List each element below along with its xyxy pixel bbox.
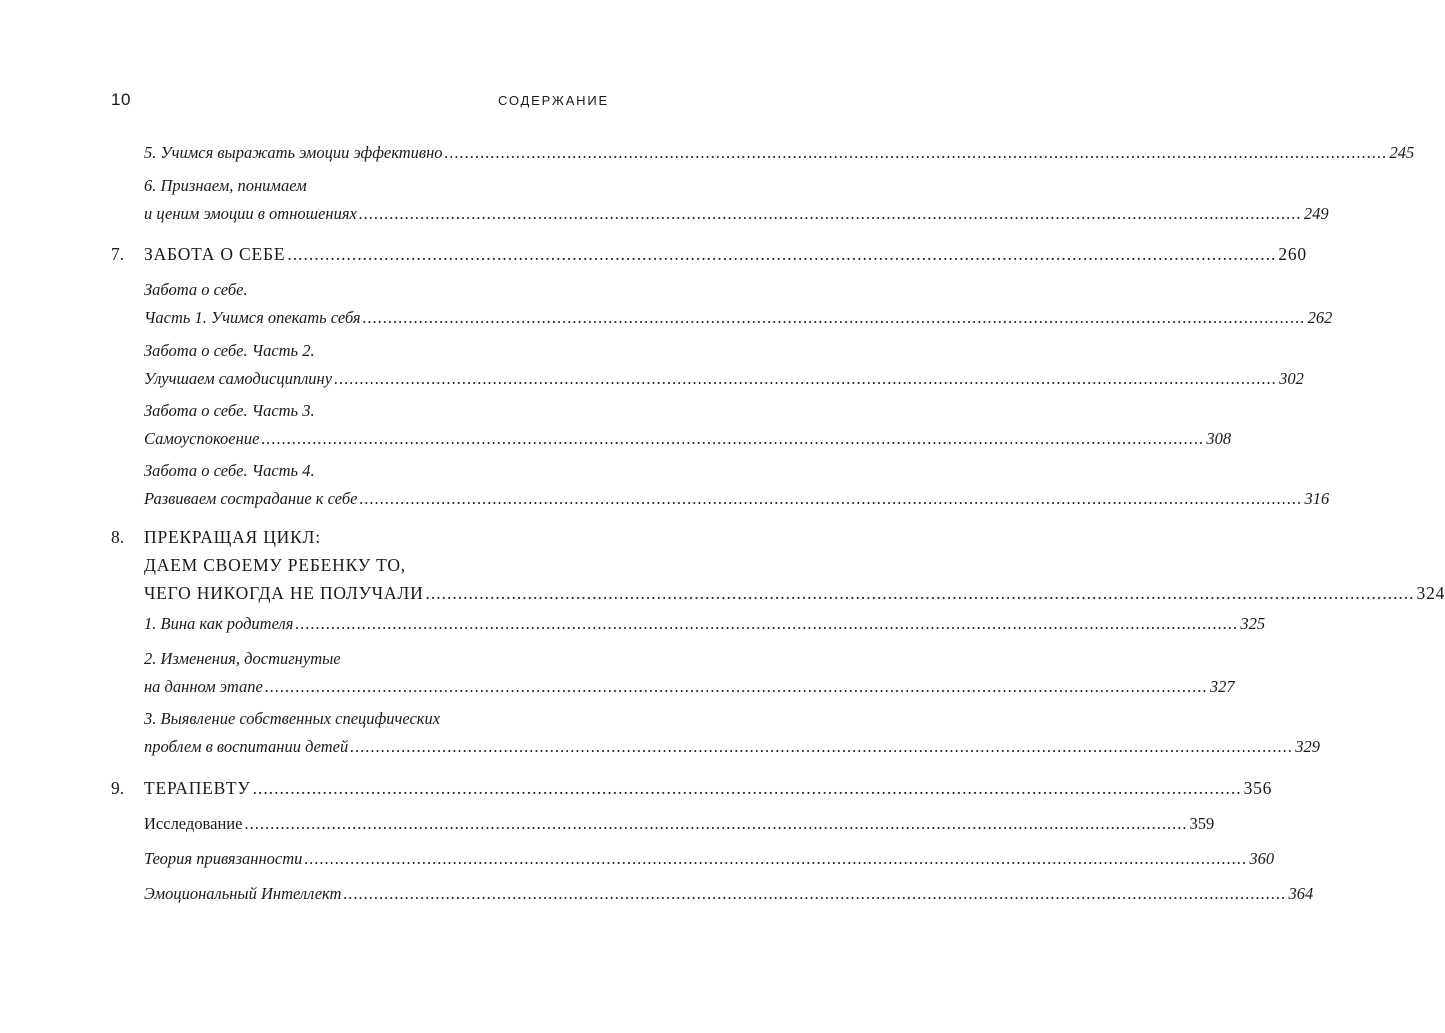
toc-entry[interactable] <box>144 810 1215 838</box>
toc-entry-title: и ценим эмоции в отношениях <box>144 204 357 223</box>
toc-entry-title: Часть 1. Учимся опекать себя <box>144 308 361 327</box>
toc-page-number: 249 <box>1303 204 1329 223</box>
chapter-title: ПРЕКРАЩАЯ ЦИКЛ: <box>144 527 321 547</box>
dot-leader <box>261 425 1204 453</box>
chapter-number: 7. <box>111 244 125 264</box>
toc-entry-title: 2. Изменения, достигнутые <box>144 649 341 668</box>
toc-chapter[interactable] <box>144 774 1273 802</box>
toc-entry-title: 6. Признаем, понимаем <box>144 176 307 195</box>
toc-entry[interactable] <box>144 705 1320 761</box>
toc-entry-title: проблем в воспитании детей <box>144 737 349 756</box>
chapter-title: ТЕРАПЕВТУ <box>144 778 251 798</box>
toc-page-number: 327 <box>1209 677 1235 696</box>
dot-leader <box>265 673 1208 701</box>
toc-page-number: 364 <box>1288 884 1314 903</box>
toc-entry[interactable] <box>144 645 1235 701</box>
toc-entry-title: 1. Вина как родителя <box>144 614 294 633</box>
toc-page-number: 360 <box>1249 849 1275 868</box>
toc-entry-title: на данном этапе <box>144 677 263 696</box>
toc-page-number: 260 <box>1278 244 1307 264</box>
chapter-title: ЧЕГО НИКОГДА НЕ ПОЛУЧАЛИ <box>144 583 424 603</box>
toc-entry[interactable] <box>144 139 1415 167</box>
toc-entry-title: Развиваем сострадание к себе <box>144 489 358 508</box>
toc-entry-title: Эмоциональный Интеллект <box>144 884 342 903</box>
toc-page-number: 308 <box>1206 429 1232 448</box>
toc-entry-title: Забота о себе. Часть 3. <box>144 401 315 420</box>
toc-page-number: 325 <box>1240 614 1266 633</box>
toc-page-number: 245 <box>1389 143 1415 162</box>
dot-leader <box>363 304 1306 332</box>
dot-leader <box>426 579 1415 607</box>
toc-entry[interactable] <box>144 880 1314 908</box>
dot-leader <box>253 774 1242 802</box>
dot-leader <box>359 485 1302 513</box>
dot-leader <box>295 610 1238 638</box>
toc-entry-title: Забота о себе. Часть 4. <box>144 461 315 480</box>
toc-chapter[interactable] <box>144 240 1307 268</box>
toc-entry-title: Теория привязанности <box>144 849 303 868</box>
chapter-number: 9. <box>111 778 125 798</box>
toc-page-number: 356 <box>1243 778 1273 798</box>
toc-entry[interactable] <box>144 457 1330 513</box>
toc-entry-title: Самоуспокоение <box>144 429 260 448</box>
dot-leader <box>334 365 1277 393</box>
toc-entry[interactable] <box>144 845 1275 873</box>
toc-page-number: 316 <box>1304 489 1330 508</box>
toc-page-number: 329 <box>1295 737 1320 756</box>
running-head: СОДЕРЖАНИЕ <box>497 93 609 108</box>
toc-entry-title: Забота о себе. <box>144 280 248 299</box>
toc-page-number: 324 <box>1416 583 1445 603</box>
dot-leader <box>359 200 1302 228</box>
toc-entry-title: Улучшаем самодисциплину <box>144 369 333 388</box>
toc-page-number: 359 <box>1189 814 1215 833</box>
toc-page-number: 302 <box>1279 369 1304 388</box>
toc-entry[interactable] <box>144 610 1266 638</box>
toc-entry[interactable] <box>144 276 1333 332</box>
dot-leader <box>304 845 1247 873</box>
toc-entry-title: 3. Выявление собственных специфических <box>144 709 441 728</box>
toc-entry-title: Исследование <box>144 814 243 833</box>
chapter-title: ЗАБОТА О СЕБЕ <box>144 244 286 264</box>
dot-leader <box>287 240 1276 268</box>
toc-chapter[interactable] <box>144 523 1445 607</box>
dot-leader <box>445 139 1388 167</box>
toc-entry-title: Забота о себе. Часть 2. <box>144 341 315 360</box>
toc-page-number: 262 <box>1307 308 1333 327</box>
dot-leader <box>343 880 1286 908</box>
toc-entry-title: 5. Учимся выражать эмоции эффективно <box>144 143 443 162</box>
page-number: 10 <box>111 90 131 109</box>
dot-leader <box>244 810 1187 838</box>
chapter-title: ДАЕМ СВОЕМУ РЕБЕНКУ ТО, <box>144 555 406 575</box>
toc-entry[interactable] <box>144 397 1232 453</box>
toc-entry[interactable] <box>144 337 1304 393</box>
toc-entry[interactable] <box>144 172 1329 228</box>
dot-leader <box>350 733 1293 761</box>
chapter-number: 8. <box>111 527 125 547</box>
